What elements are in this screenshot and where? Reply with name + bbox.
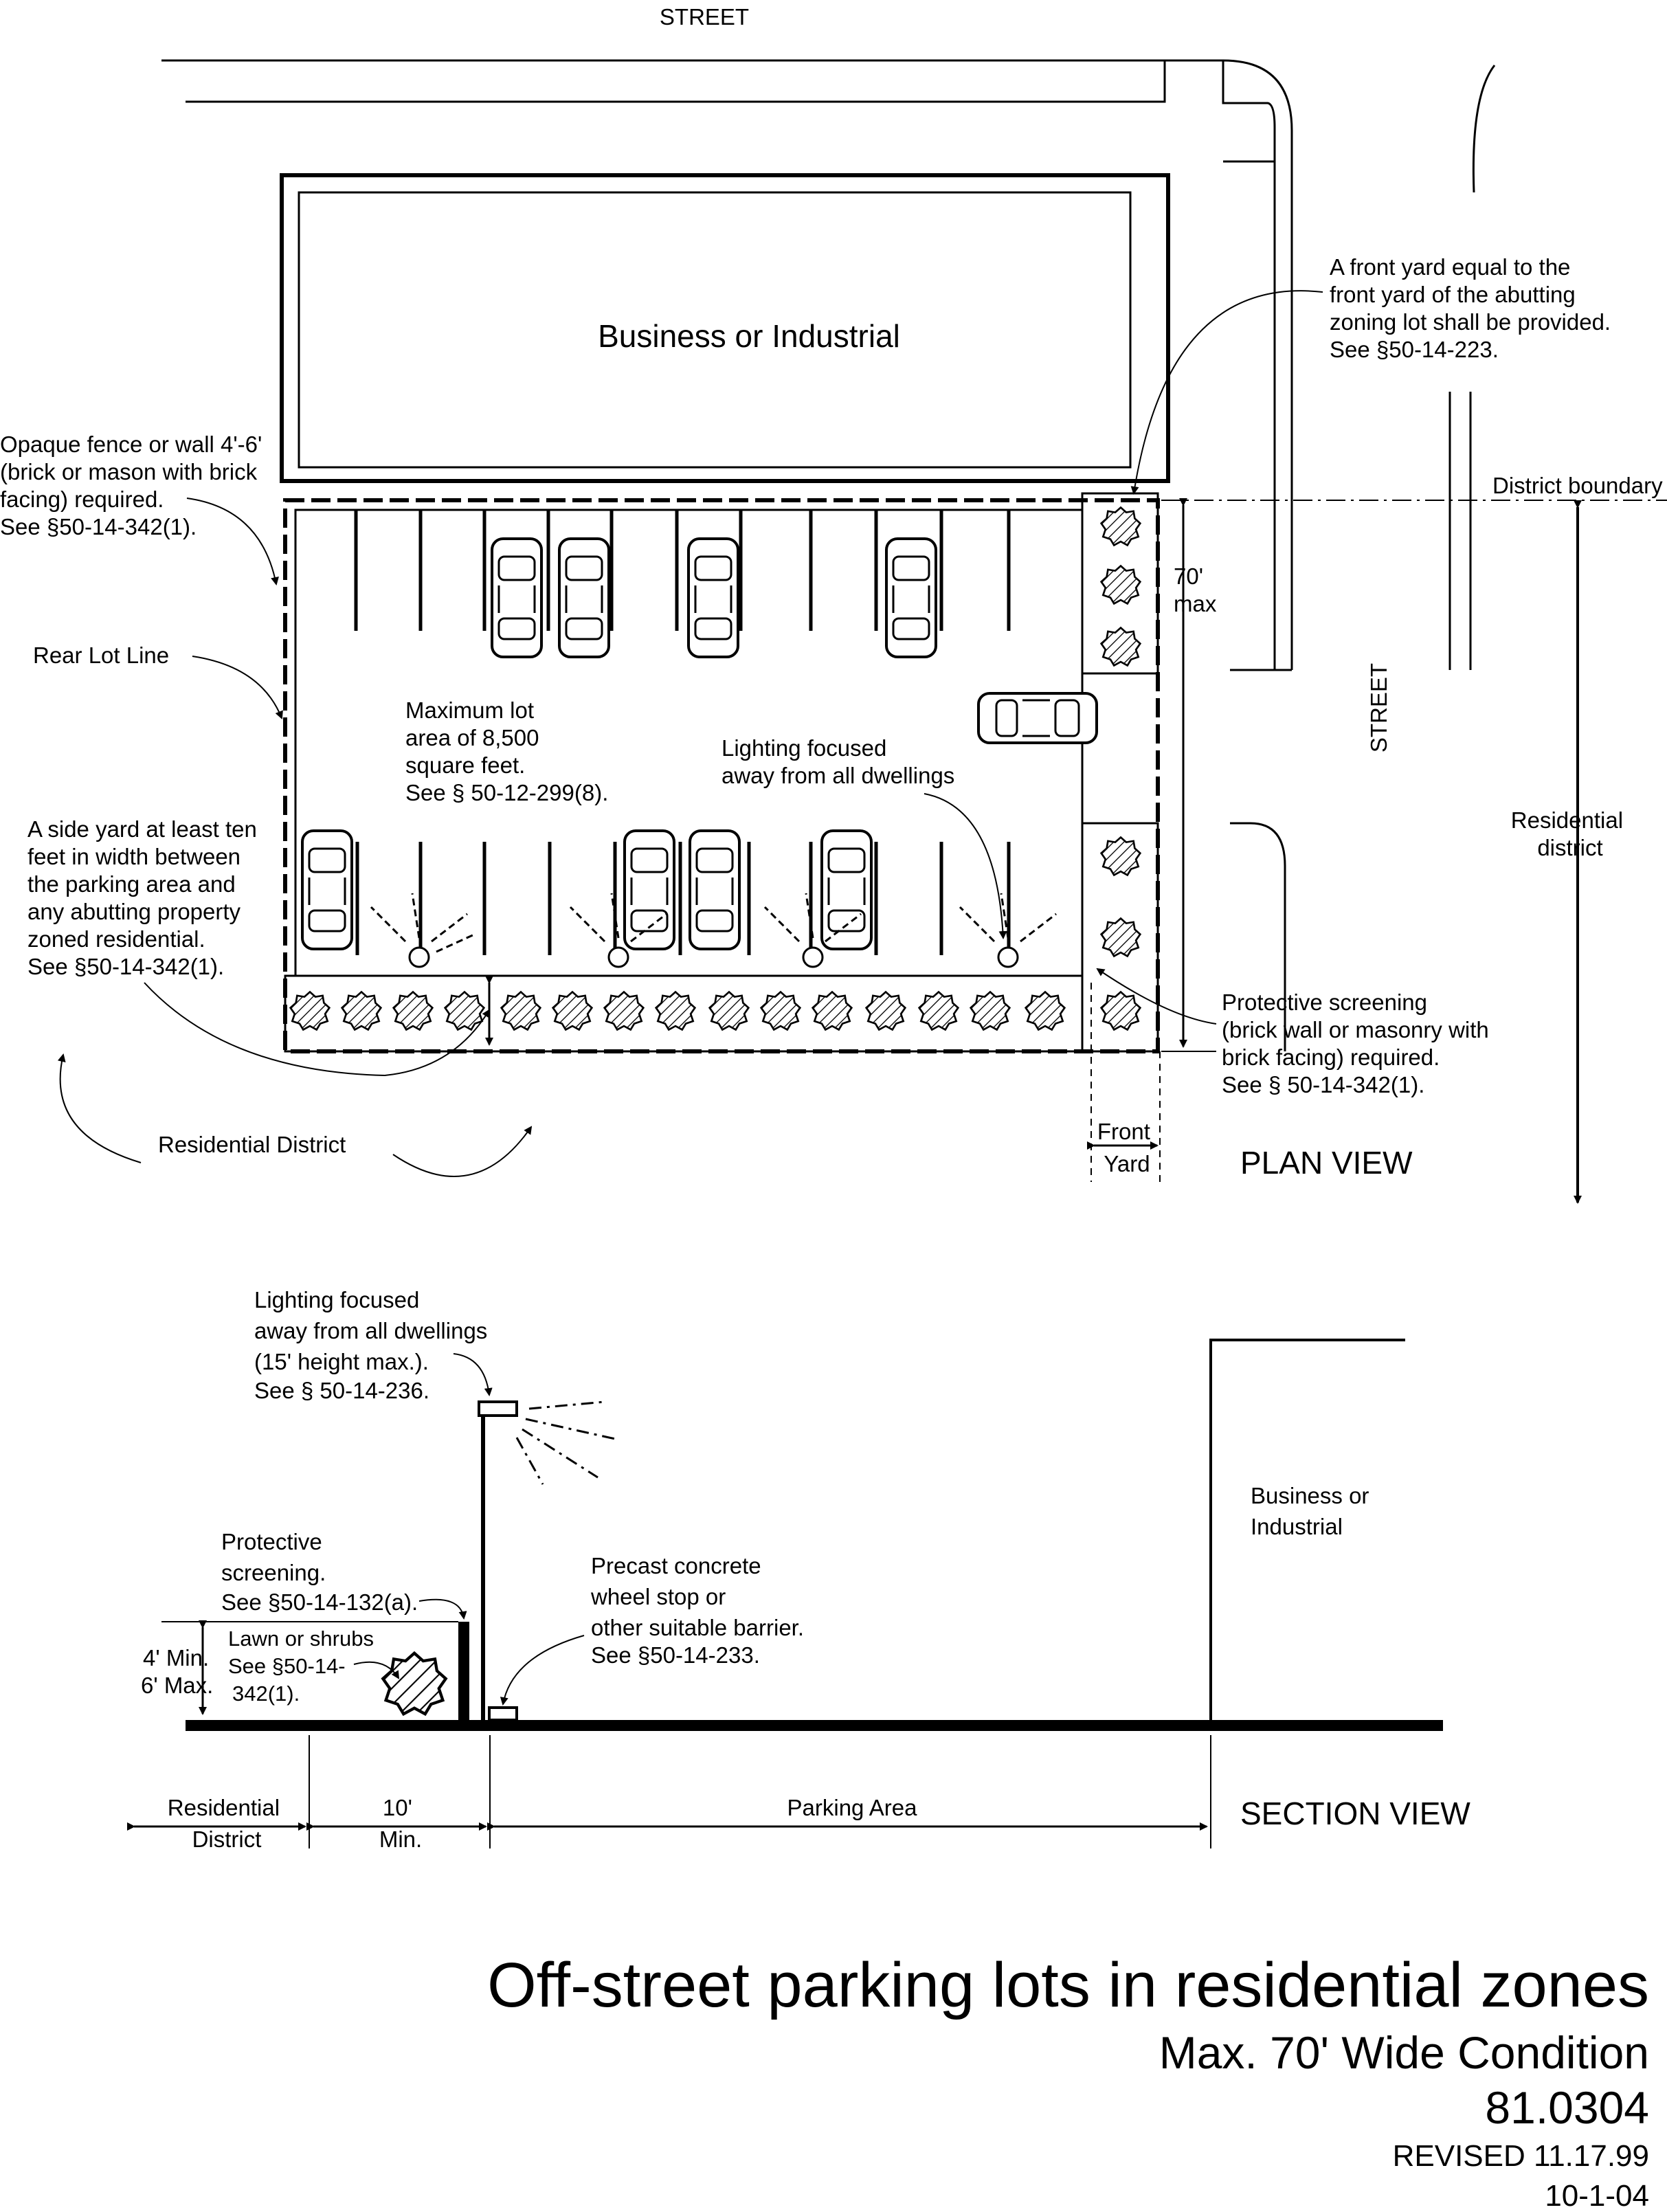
drawing-title: Off-street parking lots in residential zones bbox=[487, 1950, 1649, 2020]
residential-district-label: Residential District bbox=[158, 1132, 346, 1157]
section-shrub bbox=[383, 1653, 445, 1714]
wheel-stop bbox=[489, 1708, 517, 1720]
residential-district-right-label: Residential district bbox=[1510, 807, 1624, 860]
issue-date: 10-1-04 bbox=[1545, 2179, 1649, 2212]
drawing-subtitle: Max. 70' Wide Condition bbox=[1159, 2027, 1649, 2078]
business-label: Business or Industrial bbox=[598, 318, 900, 354]
wheel-stop-note: Precast concrete wheel stop or other suitable barrier. See §50-14-233. bbox=[591, 1553, 805, 1668]
section-lighting-note: Lighting focused away from all dwellings (15' height max.). See § 50-14-236. bbox=[254, 1287, 488, 1403]
screening-wall bbox=[458, 1622, 469, 1720]
plan-view bbox=[0, 4, 1667, 1203]
front-yard-label: Front Yard bbox=[1097, 1119, 1150, 1176]
screening-shrubs-side bbox=[291, 992, 1065, 1030]
title-block bbox=[487, 1950, 1649, 2212]
lot-area-note: Maximum lot area of 8,500 square feet. See § 50-12-299(8). bbox=[405, 697, 609, 805]
screening-shrubs-front bbox=[1101, 508, 1141, 1030]
light-fixture bbox=[479, 1402, 517, 1416]
section-ticks bbox=[309, 1735, 1211, 1848]
parking-stalls-bottom bbox=[357, 842, 1009, 955]
parking-area-label: Parking Area bbox=[787, 1795, 917, 1820]
revised-date: REVISED 11.17.99 bbox=[1392, 2139, 1649, 2173]
width-max-label: 70' max bbox=[1174, 563, 1217, 616]
section-side-yard-label: 10' Min. bbox=[379, 1795, 423, 1852]
rear-lot-line-label: Rear Lot Line bbox=[33, 643, 170, 668]
section-view bbox=[134, 1287, 1470, 1852]
plan-leaders bbox=[60, 291, 1323, 1176]
section-business-label: Business or Industrial bbox=[1251, 1483, 1369, 1539]
ground-line bbox=[186, 1720, 1443, 1731]
section-screening-note: Protective screening. See §50-14-132(a). bbox=[221, 1529, 418, 1615]
district-boundary-label: District boundary bbox=[1492, 473, 1663, 498]
section-light-beams bbox=[517, 1402, 618, 1484]
plan-lighting-note: Lighting focused away from all dwellings bbox=[721, 735, 955, 788]
front-yard-note: A front yard equal to the front yard of the abutting zoning lot shall be provided. See §50-14-223. bbox=[1330, 254, 1611, 362]
plan-view-label: PLAN VIEW bbox=[1240, 1145, 1413, 1181]
section-residential-label: Residential District bbox=[167, 1795, 280, 1852]
lawn-note: Lawn or shrubs See §50-14- 342(1). bbox=[228, 1627, 374, 1706]
street-label-top: STREET bbox=[659, 4, 750, 30]
drawing-number: 81.0304 bbox=[1485, 2082, 1649, 2133]
side-yard-note: A side yard at least ten feet in width between the parking area and any abutting property zoned residential. See §50-14-342(1). bbox=[27, 816, 257, 979]
fence-note: Opaque fence or wall 4'-6' (brick or mason with brick facing) required. See §50-14-342(1). bbox=[0, 432, 262, 539]
plan-screening-note: Protective screening (brick wall or masonry with brick facing) required. See § 50-14-342(1). bbox=[1222, 990, 1489, 1097]
height-note: 4' Min. 6' Max. bbox=[141, 1645, 214, 1698]
street-label-side: STREET bbox=[1366, 662, 1391, 753]
section-view-label: SECTION VIEW bbox=[1240, 1796, 1470, 1831]
